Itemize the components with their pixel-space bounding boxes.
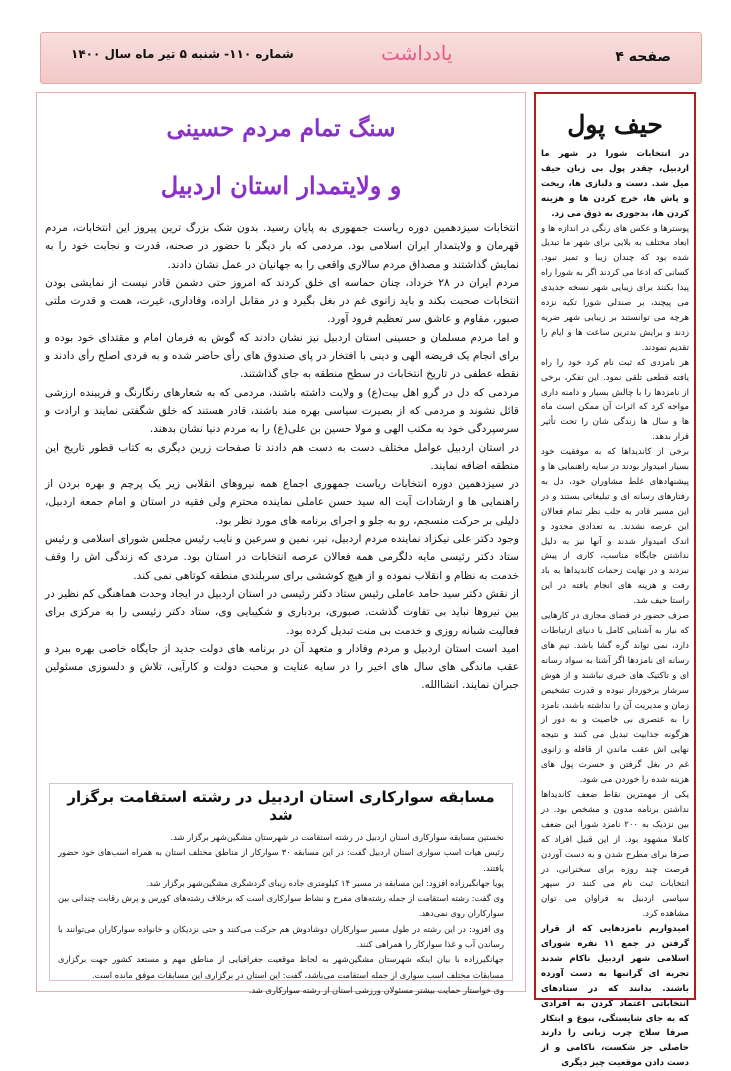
article-title-line2: و ولایتمدار استان اردبیل (160, 171, 402, 200)
side-paragraph: صرف حضور در فضای مجازی در کارهایی که نیاز به آشنایی کامل با دنیای ارتباطات دارد، نمی تواند گره گشا باشد. تیم های رسانه ای نامزدها اگر آشنا به سواد رسانه ای و تاکتیک های خبری نباشند و از هوش سرشار برخوردار نبوده و قدرت تشخیص زمان و مدیریت آن را نداشته باشند، نامزد را به عنصری بی خاصیت و به دور از هرگونه جذابیت تبدیل می کنند و نتیجه نهایی اش عقب ماندن از قافله و زانوی غم در بغل گرفتن و حسرت پول های هزینه شده را خوردن می شود. (541, 611, 689, 786)
article-paragraph: از نقش دکتر سید حامد عاملی رئیس ستاد دکتر رئیسی در استان اردبیل در ایجاد وحدت هماهنگی کم نظیر در بین نیروها نباید بی تفاوت گذشت. صبوری، بردباری و شکیبایی وی، ستاد دکتر رئیسی را به مرکزی برای فعالیت شبانه روزی و خدمت بی منت تبدیل کرده بود. (45, 587, 519, 637)
side-paragraph: هر نامزدی که ثبت نام کرد خود را راه یافته قطعی تلقی نمود. این تفکر، برخی از نامزدها را با چالش بسیار و دامنه داری مواجه کرد که اثرات آن ممکن است ماه ها و سال ها زندگی شان را تحت تأثیر قرار بدهد. (541, 357, 689, 443)
article-paragraph: وجود دکتر علی نیکزاد نماینده مردم اردبیل، نیر، نمین و سرعین و نایب رئیس مجلس شورای اسلامی و رئیس ستاد دکتر رئیسی مایه دلگرمی همه فعالان عرصه انتخابات در استان بود. مردی که زندگی اش را وقف خدمت به نظام و انقلاب نموده و از هیچ کوششی برای سربلندی منطقه کوتاهی نمی کند. (45, 533, 519, 582)
contest-news-box (49, 783, 513, 995)
article-paragraph: امید است استان اردبیل و مردم وفادار و متعهد آن در برنامه های دولت جدید از جایگاه خاصی بهره ببرد و عقب ماندگی های سال های اخیر را در سایه عنایت و محبت دولت و کارآیی، تلاش و دلسوزی مسئولین جبران نمایند. انشاالله. (45, 642, 519, 692)
contest-body (58, 830, 504, 998)
main-article (36, 92, 526, 995)
page-number: صفحه ۴ (615, 49, 671, 65)
issue-info: شماره ۱۱۰- شنبه ۵ تیر ماه سال ۱۴۰۰ (71, 47, 294, 61)
page-header (40, 32, 702, 84)
article-paragraph: مردم ایران در ۲۸ خرداد، چنان حماسه ای خلق کردند که امروز حتی دشمن قادر نیست از نمایشی بودن انتخابات صحبت بکند و باید زانوی غم در بغل بگیرد و در مقابل اراده، وفاداری، غیرت، همت و قدرت ملتی صبور، مقاوم و عاشق سر تعظیم فرود آورد. (45, 276, 519, 326)
article-paragraph: در استان اردبیل عوامل مختلف دست به دست هم دادند تا صفحات زرین دیگری به کتاب قطور تاریخ این منطقه اضافه نمایند. (45, 441, 519, 472)
side-paragraph: برخی از کاندیداها که به موفقیت خود بسیار امیدوار بودند در سایه راهنمایی ها و پیشنهادهای غلط مشاوران خود، دل به رفتارهای رسانه ای و تبلیغاتی بستند و در این مسیر قادر به جلب نظر تمام فعالان این عرصه نشدند. به تعدادی محدود و اندک امیدوار شدند و آنها نیز به دلیل نداشتن جایگاه مناسب، کاری از پیش نبردند و در نهایت زحمات کاندیداها به باد رفت و هزینه های انجام یافته در این راستا حیف شد. (541, 447, 689, 607)
contest-line: وی گفت: رشته استقامت از جمله رشته‌های مفرح و نشاط سوارکاری است که برخلاف رشته‌های کورس و پرش رقابت چندانی بین سوارکاران روی نمی‌دهد. (58, 893, 504, 919)
side-lead: در انتخابات شورا در شهر ما اردبیل، چقدر پول بی زبان حیف میل شد. دست و دلبازی ها، ریخت و پاش ها، خرج کردن ها و هزینه کردن ها، بدجوری به ذوق می زد. (541, 149, 689, 219)
side-title: حیف پول (567, 110, 663, 139)
article-paragraph: و اما مردم مسلمان و حسینی استان اردبیل نیز نشان دادند که گوش به فرمان امام و مقتدای خود بوده و برای انجام یک فریضه الهی و دینی با افتخار در پای صندوق های رأی حاضر شده و به فردی اصلح رأی دادند و نقطه عطفی در تاریخ انتخابات در سطح منطقه به جای گذاشتند. (45, 331, 519, 381)
contest-line: رئیس هیات اسب سواری استان اردبیل گفت: در این مسابقه ۳۰ سوارکار از مناطق مختلف استان به همراه اسب‌های خود حضور یافتند. (58, 847, 504, 873)
side-column (534, 92, 696, 1069)
contest-line: وی افزود: در این رشته در طول مسیر سوارکاران دوشادوش هم حرکت می‌کنند و حتی نزدیکان و خانواده سوارکاران می‌توانند با رساندن آب و غذا سوارکار را همراهی کنند. (58, 923, 504, 950)
side-closing: امیدواریم نامزدهایی که از قرار گرفتن در جمع ۱۱ نفره شورای اسلامی شهر اردبیل ناکام شدند تجربه ای گرانبها به دست آورده باشند. بدانند که در ستادهای انتخاباتی اعتماد کردن به افرادی که به جای شایستگی، نبوغ و ابتکار صرفا سلاح چرب زبانی را دارند حاصلی جز شکست، ناکامی و از دست دادن موقعیت چیز دیگری (541, 924, 689, 1069)
contest-line: جهانگیرزاده با بیان اینکه شهرستان مشگین‌شهر به لحاظ موقعیت جغرافیایی از مناطق مهم و مستعد کشور جهت برگزاری مسابقات مختلف اسب سواری از جمله استقامت می‌باشد، گفت: این استان در برگزاری این مسابقات موفق مانده است. (58, 954, 504, 980)
contest-title: مسابقه سوارکاری استان اردبیل در رشته استقامت برگزار شد (67, 788, 495, 824)
section-title: یادداشت (381, 41, 453, 65)
side-paragraph: یکی از مهمترین نقاط ضعف کاندیداها نداشتن برنامه مدون و مشخص بود. در بین نزدیک به ۲۰۰ نامزد شورا این ضعف کاملا مشهود بود. از این قبیل افراد که صرفا برای مطرح شدن و به دست آوردن فرصت چند روزه برای سخنرانی، در انتخابات ثبت نام می کنند در سپهر سیاسی اردبیل به فراوان می توان مشاهده کرد. (541, 789, 690, 920)
article-title-line1: سنگ تمام مردم حسینی (166, 115, 396, 142)
side-body (536, 147, 694, 1071)
side-paragraph: پوسترها و عکس های رنگی در اندازه ها و ابعاد مختلف به بلایی برای شهر ما تبدیل شده بود که چندان زیبا و تمیز نبود. کسانی که ادعا می کردند اگر به شورا راه پیدا بکنند برای زیبایی شهر نسخه جدیدی می پیچند، بر صندلی شورا تکیه نزده هرچه می توانستند بر زیبایی شهر ضربه زدند و برایش بدترین ساعت ها و ایام را تقدیم نمودند. (541, 223, 689, 353)
contest-line: وی خواستار حمایت بیشتر مسئولان ورزشی استان از رشته سوارکاری شد. (248, 984, 504, 995)
contest-line: نخستین مسابقه سوارکاری استان اردبیل در رشته استقامت در شهرستان مشگین‌شهر برگزار شد. (170, 832, 504, 842)
article-paragraph: مردمی که دل در گرو اهل بیت(ع) و ولایت داشته باشند، مردمی که به شعارهای رنگارنگ و فریبنده ارزشی قائل نشوند و مردمی که از بصیرت سیاسی بهره مند باشند، قادر هستند که خلق شگفتی نمایند و ارادت و سرسپردگی خود به مکتب الهی و مولا حسین بن علی(ع) را به مردم دنیا نشان بدهند. (45, 386, 519, 436)
article-body (45, 219, 519, 777)
article-paragraph: در سیزدهمین دوره انتخابات ریاست جمهوری اجماع همه نیروهای انقلابی زیر یک پرچم و بهره بردن از راهنمایی ها و ارشادات آیت اله سید حسن عاملی نماینده محترم ولی فقیه در استان و امام جمعه اردبیل، دلیلی بر حرکت منسجم، رو به جلو و اجرای برنامه های مورد نظر بود. (45, 478, 519, 527)
article-paragraph: انتخابات سیزدهمین دوره ریاست جمهوری به پایان رسید. بدون شک بزرگ ترین پیروز این انتخابات، مردم قهرمان و ولایتمدار ایران اسلامی بود. مردمی که بار دیگر با حضور در صحنه، قدرت و نجابت خود را به نمایش گذاشتند و مصداق مردم سالاری واقعی را به جهانیان در عمل نشان دادند. (45, 222, 519, 271)
contest-line: پویا جهانگیرزاده افزود: این مسابقه در مسیر ۱۴ کیلومتری جاده زیبای گردشگری مشگین‌شهر برگزار شد. (146, 877, 504, 888)
